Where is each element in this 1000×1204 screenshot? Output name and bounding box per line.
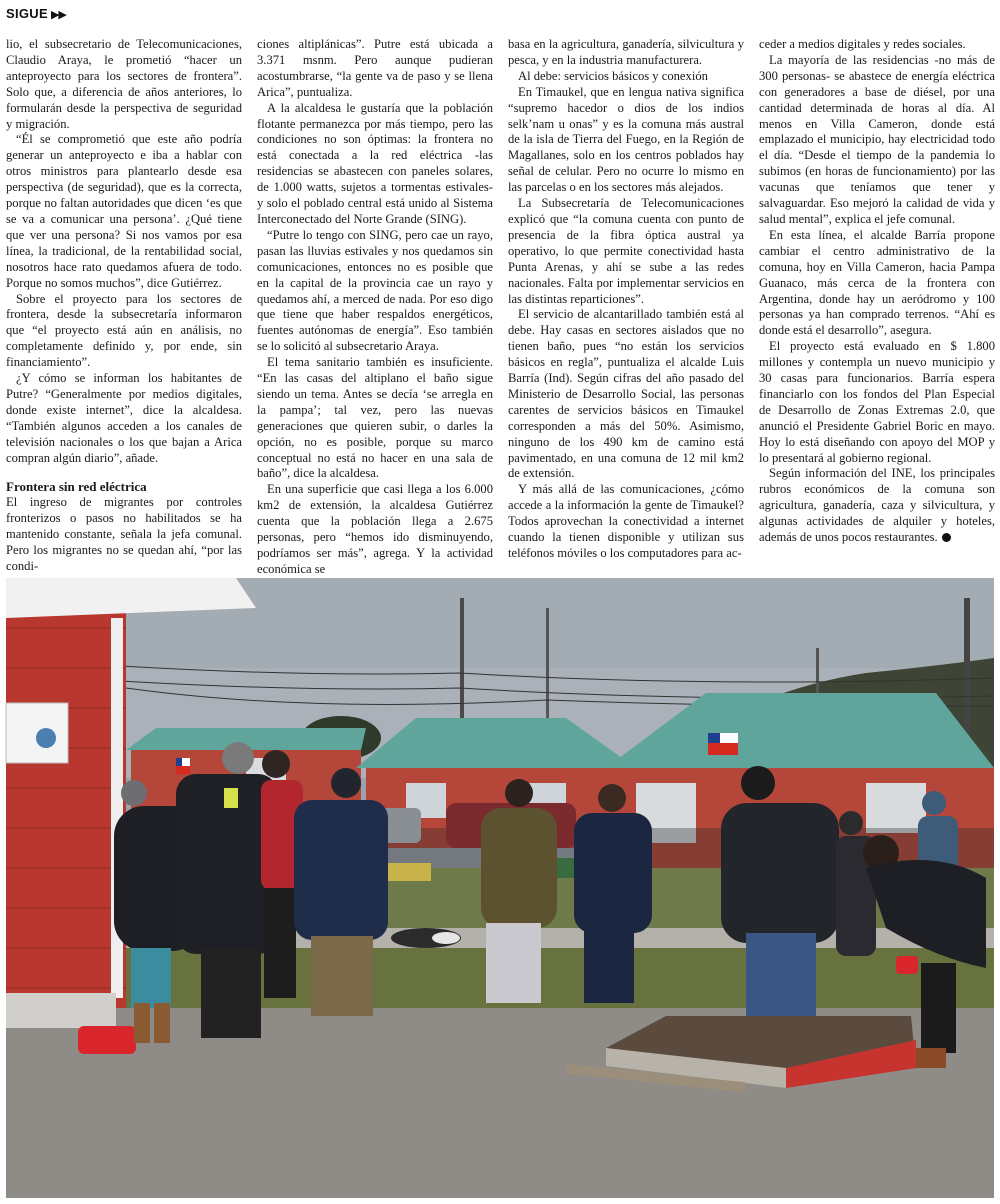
article-column-4	[759, 37, 995, 562]
article-column-3	[508, 37, 744, 562]
paragraph: Sobre el proyecto para los sectores de frontera, desde la subsecretaría informaron que “el proyecto está aún en análisis, no completamente definido y, por ende, sin financiamiento”.	[6, 291, 242, 370]
paragraph: El proyecto está evaluado en $ 1.800 millones y contempla un nuevo municipio y 30 casas para funcionarios. Barría espera financiarlo con los fondos del Plan Especial de Desarrollo de Zonas Extremas 2.0, que anunció el Presidente Gabriel Boric en mayo. Hoy lo está diseñando con apoyo del MOP y lo presentará al gobierno regional.	[759, 339, 995, 465]
red-bag	[78, 1026, 136, 1054]
paragraph: En Timaukel, que en lengua nativa significa “supremo hacedor o dios de los indios selk’nam u onas” y es la comuna más austral de la isla de Tierra del Fuego, en la Región de Magallanes, solo en los centros poblados hay señal de celular. Pero no ocurre lo mismo en las parcelas o en los sectores más alejados.	[508, 84, 744, 195]
sigue-label: SIGUE	[6, 6, 48, 21]
chilean-flag	[176, 758, 190, 774]
double-arrow-icon: ▶▶	[50, 9, 66, 21]
paragraph: lio, el subsecretario de Telecomunicaciones, Claudio Araya, le prometió “hacer un anteproyecto para los sectores de frontera”. Solo que, a diferencia de años anteriores, lo formularán desde la perspectiva de seguridad y migración.	[6, 37, 242, 131]
photo-illustration	[6, 578, 994, 1198]
paragraph-text: Según información del INE, los principales rubros económicos de la comuna son agricultura, ganadería, caza y silvicultura, y algunas actividades de alquiler y hoteles, además de unos pocos restaurantes.	[759, 466, 995, 545]
end-of-article-icon	[942, 533, 951, 542]
corner-trim	[111, 618, 123, 998]
paragraph: “Putre lo tengo con SING, pero cae un rayo, pasan las lluvias estivales y nos quedamos sin comunicaciones, entonces no es posible que en la capital de la provincia cae un rayo y quedamos ahí, a merced de nada. Por eso digo que tiene que haber respaldos energéticos, fuentes autónomas de energía”. Eso también se lo solicitó al subsecretario Araya.	[257, 227, 493, 354]
chilean-flag	[708, 733, 738, 755]
paragraph: El servicio de alcantarillado también está al debe. Hay casas en sectores aislados que no tienen baño, pues “no están los servicios básicos en regla”, puntualiza el alcalde Luis Barría (Ind). Según cifras del año pasado del Ministerio de Desarrollo Social, las personas carentes de servicios básicos en Timaukel corresponden a más del 50%. Asimismo, ninguno de los 490 km de camino está pavimentado, en una comuna de 12 mil km2 de extensión.	[508, 307, 744, 481]
paragraph: “Él se comprometió que este año podría generar un anteproyecto e iba a hablar con otros ministros para plantearlo desde esa perspectiva (de seguridad), que es la correcta, porque no faltan autoridades que dicen ‘es que se va a comunicar una persona’. ¿Qué tiene que ver una persona? Si nos vamos por esa línea, la tradicional, de la rentabilidad social, nosotros hace rato quedamos afuera de todo. Porque no somos muchos”, dice Gutiérrez.	[6, 132, 242, 290]
paragraph: En una superficie que casi llega a los 6.000 km2 de extensión, la alcaldesa Gutiérrez cuenta que la población llega a 2.675 personas, pero “hemos ido disminuyendo, podríamos ser más”, agrega. Y la actividad económica se	[257, 482, 493, 576]
paragraph: El tema sanitario también es insuficiente. “En las casas del altiplano el baño sigue siendo un tema. Antes se decía ‘se arregla en la pampa’; tal vez, pero las nuevas generaciones que quieren subir, o darles la opción, no es posible, porque su marco conceptual no está no hacer en una sala de baño”, dice la alcaldesa.	[257, 355, 493, 481]
paragraph: El ingreso de migrantes por controles fronterizos o pasos no habilitados se ha mantenido constante, señala la jefa comunal. Pero los migrantes no se quedan ahí, “por las condi-	[6, 495, 242, 574]
paragraph: La Subsecretaría de Telecomunicaciones explicó que “la comuna cuenta con punto de presencia de la fibra óptica austral ya operativo, lo que permite conectividad hasta Punta Arenas, y ahí se sube a las redes nacionales. Falta por implementar servicios en las distintas reparticiones”.	[508, 196, 744, 306]
article-photo	[6, 578, 994, 1198]
article-column-2	[257, 37, 493, 576]
paragraph: basa en la agricultura, ganadería, silvicultura y pesca, y en la industria manufacturera.	[508, 37, 744, 67]
wall-sign	[6, 703, 68, 763]
red-building-wall	[6, 578, 126, 1008]
building-foundation	[6, 993, 116, 1028]
paragraph	[759, 466, 995, 546]
article-column-1	[6, 37, 242, 574]
paragraph: La mayoría de las residencias -no más de 300 personas- se abastece de energía eléctrica con generadores a base de diésel, por una cantidad determinada de horas al día. Al menos en Villa Cameron, donde está emplazado el municipio, hay electricidad todo el día. “Desde el tiempo de la pandemia lo subimos (en horas de funcionamiento) por las vacunas que teníamos que tener y salvaguardar. Eso mejoró la calidad de vida y salud mental”, explica el jefe comunal.	[759, 52, 995, 226]
paragraph: En esta línea, el alcalde Barría propone cambiar el centro administrativo de la comuna, hoy en Villa Cameron, hacia Pampa Guanaco, más cerca de la frontera con Argentina, donde hay un aeródromo y 100 personas ya han comprado terrenos. “Ahí es donde está el desarrollo”, asegura.	[759, 227, 995, 338]
section-subheading: Frontera sin red eléctrica	[6, 479, 147, 495]
paragraph: A la alcaldesa le gustaría que la población flotante permanezca por más tiempo, pero las condiciones no son óptimas: la frontera no está conectada a la red eléctrica -las residencias se abastecen con paneles solares, de 1.000 watts, sujetos a tormentas estivales- y solo el poblado central está unido al Sistema Interconectado del Norte Grande (SING).	[257, 100, 493, 226]
inline-subheading: Al debe: servicios básicos y conexión	[518, 68, 708, 83]
bench	[381, 863, 431, 881]
paragraph: ¿Y cómo se informan los habitantes de Putre? “Generalmente por medios digitales, donde existe internet”, dice la alcaldesa. “También algunos acceden a los canales de televisión nacionales o los que bajan a Arica compran algún diario”, añade.	[6, 371, 242, 465]
paragraph: Y más allá de las comunicaciones, ¿cómo accede a la información la gente de Timaukel? Todos aprovechan la conectividad a internet cuando la tienen disponible y utilizan sus teléfonos móviles o los computadores para ac-	[508, 482, 744, 560]
paragraph: ceder a medios digitales y redes sociales.	[759, 37, 966, 51]
paragraph: ciones altiplánicas”. Putre está ubicada a 3.371 msnm. Pero aunque pudieran acostumbrarse, “la gente va de paso y se llena Arica”, puntualiza.	[257, 37, 493, 99]
continuation-marker	[6, 6, 66, 21]
